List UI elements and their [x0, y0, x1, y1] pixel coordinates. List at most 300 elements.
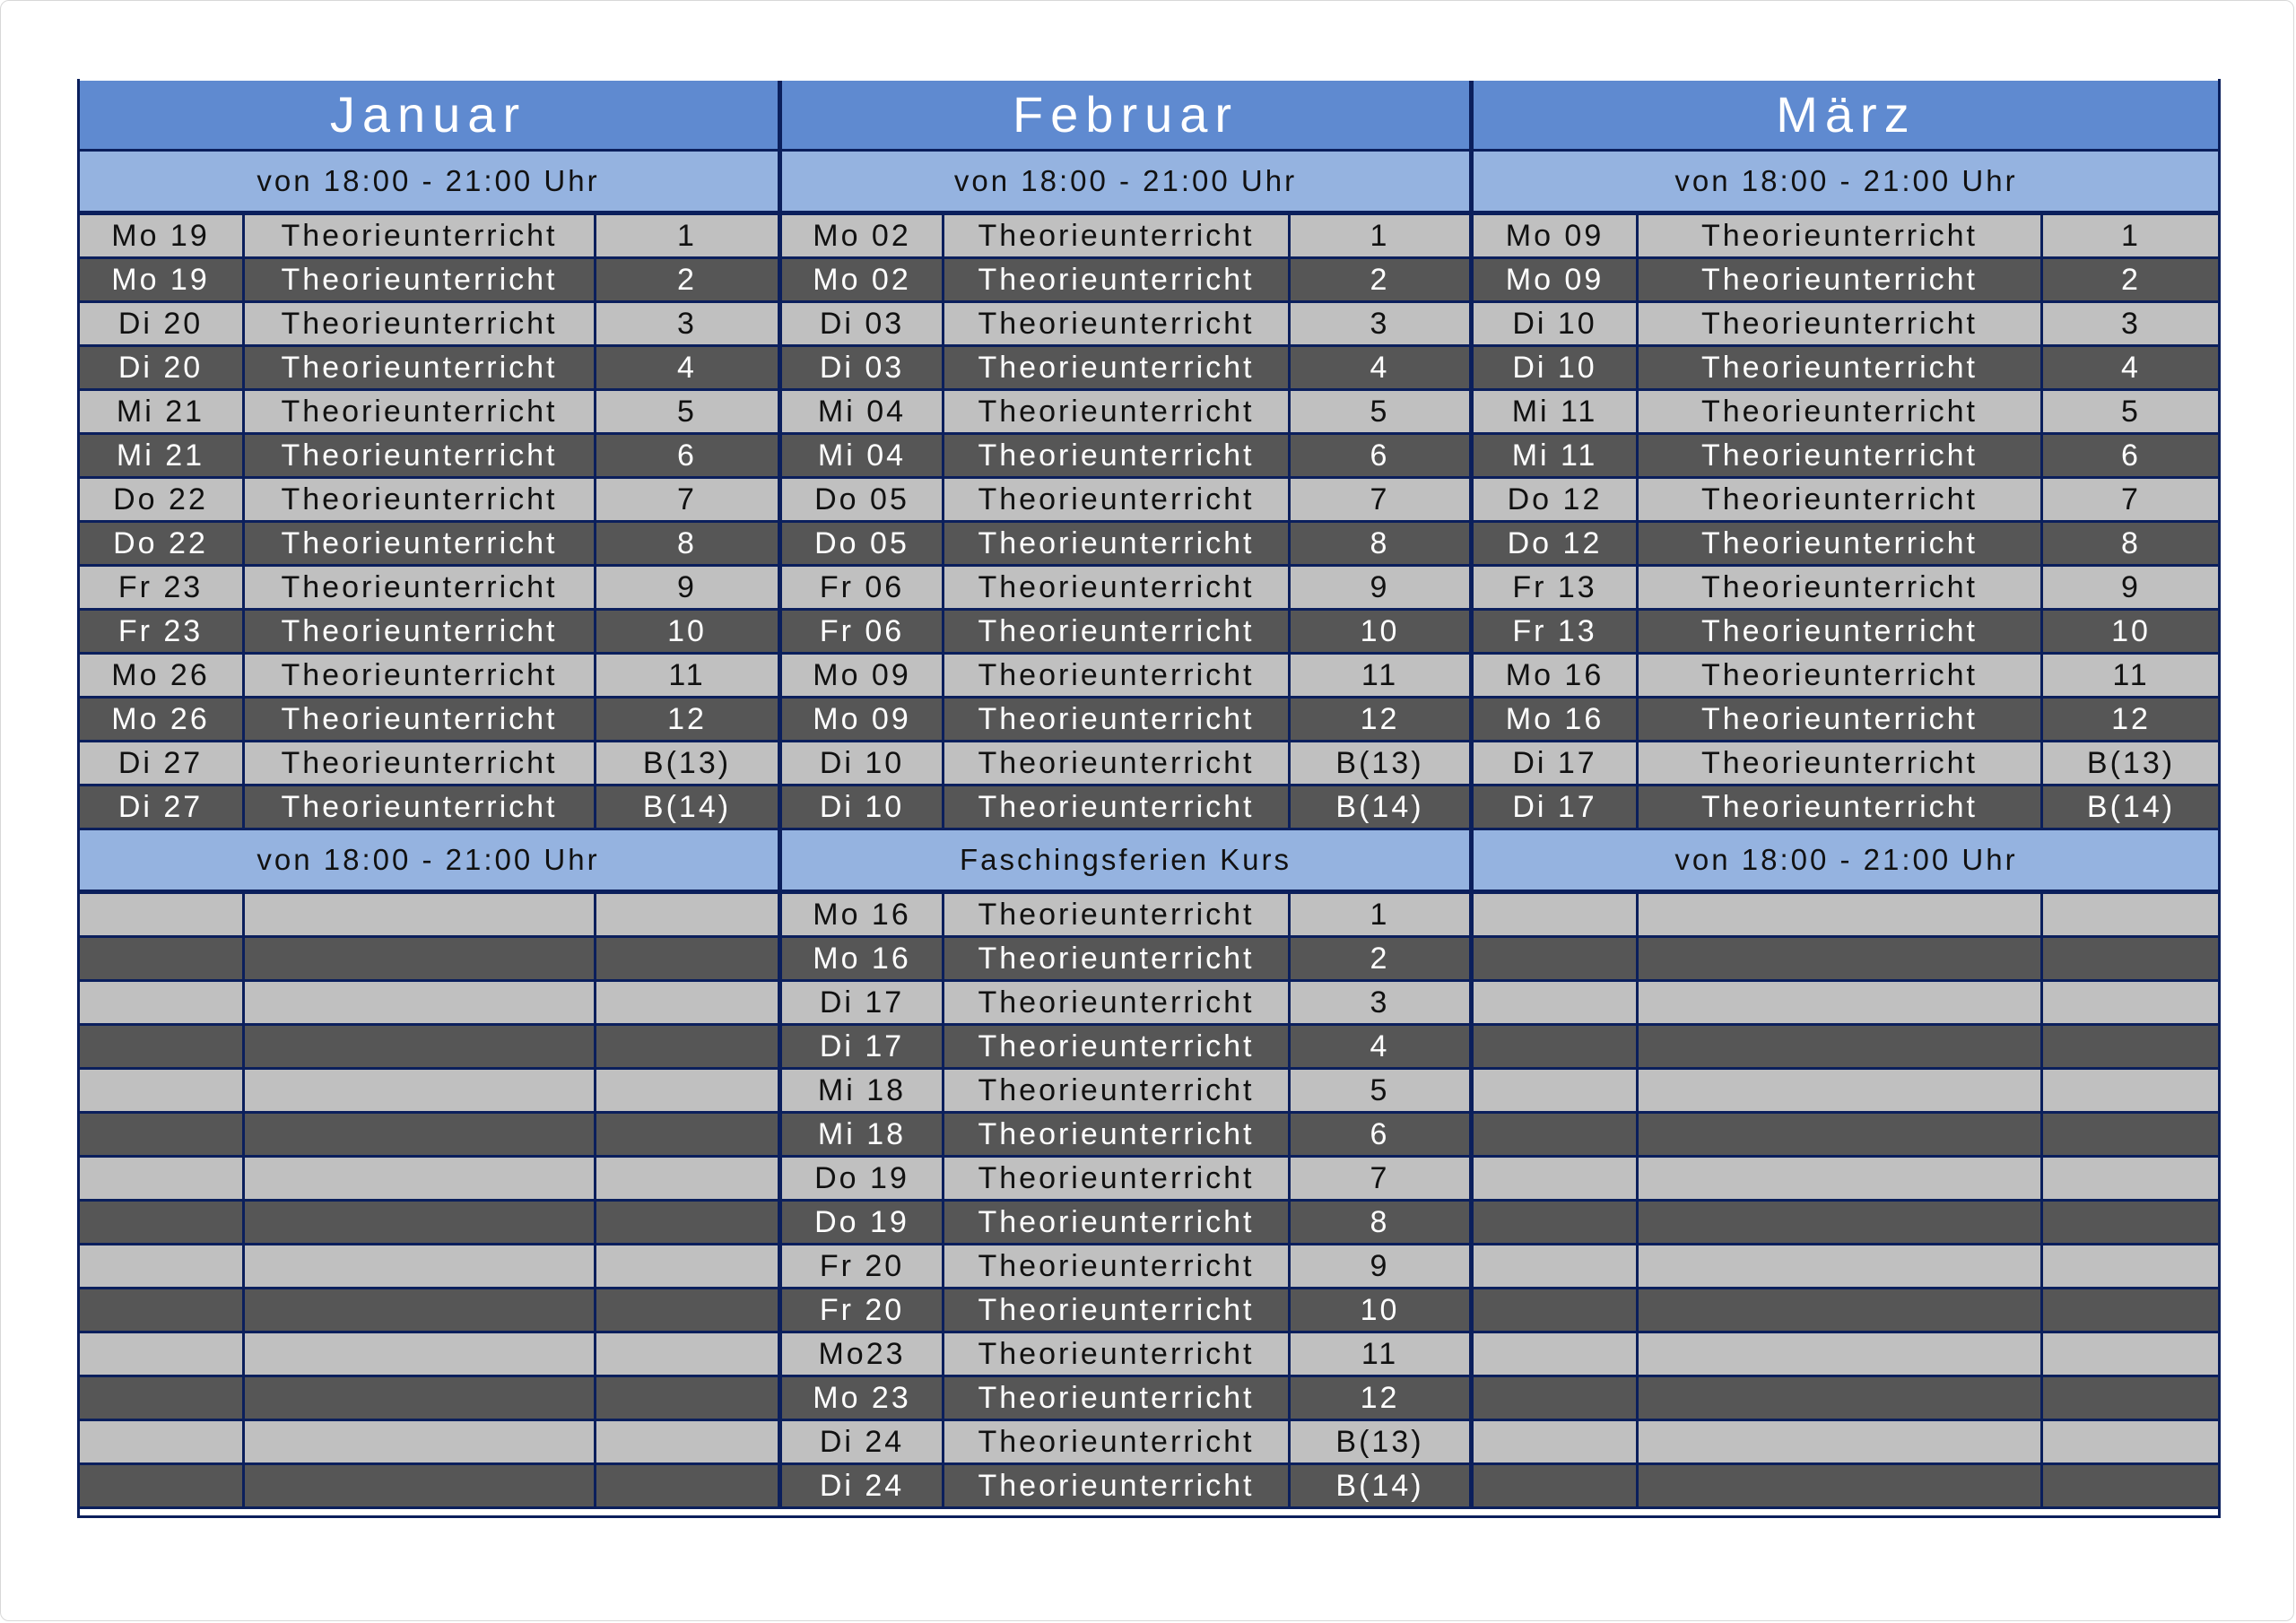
table-row: [782, 1158, 1469, 1202]
subject-cell: [1639, 1333, 2043, 1375]
day-cell: Di 24: [782, 1421, 944, 1462]
lesson-number-cell: 4: [2121, 350, 2141, 385]
lesson-number-cell: [2043, 1377, 2219, 1419]
table-row: [1474, 1465, 2219, 1509]
day-cell: Di 17: [1474, 742, 1639, 784]
table-row: [1474, 655, 2219, 699]
table-row: [1474, 786, 2219, 830]
subject-cell: Theorieunterricht: [245, 567, 596, 608]
subject-cell: Theorieunterricht: [1639, 523, 2043, 564]
lesson-number-cell: [2043, 894, 2219, 935]
table-row: [79, 1465, 778, 1509]
table-row: [79, 1421, 778, 1465]
day-cell: Fr 23: [79, 567, 245, 608]
lesson-number-cell: 9: [2121, 569, 2141, 604]
day-cell: Di 17: [782, 1026, 944, 1067]
table-row: [79, 1245, 778, 1289]
subject-cell: Theorieunterricht: [1639, 391, 2043, 432]
table-row: [1474, 1245, 2219, 1289]
day-cell: Di 17: [782, 982, 944, 1023]
table-row: [79, 1158, 778, 1202]
table-row: [79, 435, 778, 479]
lesson-number-cell: 6: [677, 438, 697, 473]
subject-cell: [1639, 1377, 2043, 1419]
table-row: [1474, 347, 2219, 391]
schedule-table: [79, 81, 2219, 1509]
subject-cell: [245, 1158, 596, 1199]
day-cell: [1474, 1202, 1639, 1243]
lesson-number-cell: 10: [1360, 613, 1400, 648]
lesson-number-cell: 2: [1370, 941, 1390, 976]
rows-top: [1474, 215, 2219, 830]
subject-cell: Theorieunterricht: [944, 1026, 1291, 1067]
subject-cell: Theorieunterricht: [245, 347, 596, 388]
day-cell: Mo23: [782, 1333, 944, 1375]
subject-cell: [1639, 1465, 2043, 1506]
table-row: [1474, 259, 2219, 303]
day-cell: [1474, 1158, 1639, 1199]
table-row: [79, 567, 778, 611]
lesson-number-cell: 1: [2121, 218, 2141, 253]
day-cell: [79, 1202, 245, 1243]
day-cell: Mo 19: [79, 215, 245, 256]
day-cell: [1474, 1377, 1639, 1419]
table-row: [1474, 1289, 2219, 1333]
table-row: [782, 894, 1469, 938]
table-row: [782, 1377, 1469, 1421]
table-row: [782, 699, 1469, 742]
subject-cell: Theorieunterricht: [944, 1202, 1291, 1243]
table-row: [79, 1377, 778, 1421]
day-cell: Mo 19: [79, 259, 245, 300]
subject-cell: Theorieunterricht: [245, 259, 596, 300]
lesson-number-cell: 12: [2111, 701, 2151, 736]
day-cell: Mi 21: [79, 435, 245, 476]
month-column-maerz: [1469, 81, 2219, 1509]
subject-cell: [245, 1421, 596, 1462]
subject-cell: Theorieunterricht: [944, 655, 1291, 696]
lesson-number-cell: 4: [677, 350, 697, 385]
day-cell: Mi 18: [782, 1070, 944, 1111]
table-row: [79, 1289, 778, 1333]
subject-cell: Theorieunterricht: [1639, 742, 2043, 784]
day-cell: Mi 18: [782, 1114, 944, 1155]
lesson-number-cell: 7: [1370, 1160, 1390, 1195]
table-row: [782, 1333, 1469, 1377]
subject-cell: [1639, 938, 2043, 979]
day-cell: Mo 09: [782, 655, 944, 696]
day-cell: Di 03: [782, 347, 944, 388]
subject-cell: Theorieunterricht: [944, 1421, 1291, 1462]
day-cell: [79, 982, 245, 1023]
lesson-number-cell: [596, 1333, 778, 1375]
lesson-number-cell: 5: [1370, 394, 1390, 429]
lesson-number-cell: 8: [1370, 1204, 1390, 1239]
lesson-number-cell: [596, 1202, 778, 1243]
day-cell: [79, 1158, 245, 1199]
day-cell: Fr 13: [1474, 567, 1639, 608]
subject-cell: Theorieunterricht: [245, 523, 596, 564]
subject-cell: [245, 1465, 596, 1506]
lesson-number-cell: 5: [2121, 394, 2141, 429]
lesson-number-cell: [2043, 1114, 2219, 1155]
section-header-bottom: Faschingsferien Kurs: [782, 830, 1469, 894]
table-row: [782, 303, 1469, 347]
rows-top: [782, 215, 1469, 830]
subject-cell: Theorieunterricht: [944, 1245, 1291, 1287]
day-cell: Di 24: [782, 1465, 944, 1506]
table-row: [782, 611, 1469, 655]
subject-cell: Theorieunterricht: [245, 303, 596, 344]
day-cell: [1474, 982, 1639, 1023]
table-row: [782, 938, 1469, 982]
lesson-number-cell: 2: [677, 262, 697, 297]
day-cell: Di 27: [79, 786, 245, 828]
day-cell: Mi 11: [1474, 391, 1639, 432]
section-header-top: von 18:00 - 21:00 Uhr: [79, 152, 778, 215]
lesson-number-cell: [596, 1245, 778, 1287]
day-cell: Do 05: [782, 523, 944, 564]
day-cell: Mo 16: [1474, 699, 1639, 740]
table-row: [782, 479, 1469, 523]
day-cell: [79, 1026, 245, 1067]
subject-cell: [1639, 1070, 2043, 1111]
table-row: [782, 786, 1469, 830]
lesson-number-cell: 7: [2121, 482, 2141, 516]
lesson-number-cell: 11: [1361, 657, 1399, 692]
subject-cell: [1639, 1421, 2043, 1462]
subject-cell: Theorieunterricht: [1639, 215, 2043, 256]
subject-cell: Theorieunterricht: [245, 215, 596, 256]
lesson-number-cell: 11: [1361, 1336, 1399, 1371]
table-row: [782, 1289, 1469, 1333]
month-title: Januar: [79, 81, 778, 152]
lesson-number-cell: B(13): [1335, 745, 1424, 780]
table-row: [79, 523, 778, 567]
table-row: [79, 699, 778, 742]
day-cell: [79, 1377, 245, 1419]
lesson-number-cell: [2043, 938, 2219, 979]
subject-cell: Theorieunterricht: [944, 435, 1291, 476]
lesson-number-cell: [596, 1377, 778, 1419]
table-row: [782, 347, 1469, 391]
day-cell: [79, 1289, 245, 1331]
subject-cell: [1639, 1245, 2043, 1287]
day-cell: [79, 938, 245, 979]
month-title: Februar: [782, 81, 1469, 152]
table-row: [1474, 523, 2219, 567]
day-cell: Mo 02: [782, 215, 944, 256]
lesson-number-cell: 12: [1360, 701, 1400, 736]
lesson-number-cell: 11: [668, 657, 706, 692]
subject-cell: Theorieunterricht: [944, 391, 1291, 432]
lesson-number-cell: B(14): [1335, 789, 1424, 824]
table-row: [782, 391, 1469, 435]
table-row: [1474, 1114, 2219, 1158]
table-row: [1474, 611, 2219, 655]
day-cell: [79, 1421, 245, 1462]
subject-cell: Theorieunterricht: [1639, 435, 2043, 476]
lesson-number-cell: B(14): [2086, 789, 2176, 824]
table-row: [79, 391, 778, 435]
subject-cell: Theorieunterricht: [944, 1377, 1291, 1419]
subject-cell: [245, 1026, 596, 1067]
lesson-number-cell: [596, 982, 778, 1023]
day-cell: Di 20: [79, 303, 245, 344]
subject-cell: Theorieunterricht: [1639, 567, 2043, 608]
subject-cell: Theorieunterricht: [245, 611, 596, 652]
lesson-number-cell: [596, 1465, 778, 1506]
subject-cell: Theorieunterricht: [1639, 655, 2043, 696]
subject-cell: [245, 1202, 596, 1243]
lesson-number-cell: 10: [1360, 1292, 1400, 1327]
day-cell: [1474, 1114, 1639, 1155]
day-cell: [79, 1333, 245, 1375]
subject-cell: Theorieunterricht: [1639, 611, 2043, 652]
day-cell: [79, 1465, 245, 1506]
lesson-number-cell: 3: [2121, 306, 2141, 341]
subject-cell: Theorieunterricht: [944, 938, 1291, 979]
day-cell: Mi 21: [79, 391, 245, 432]
lesson-number-cell: 4: [1370, 350, 1390, 385]
day-cell: Mo 23: [782, 1377, 944, 1419]
day-cell: Do 12: [1474, 523, 1639, 564]
lesson-number-cell: 3: [1370, 985, 1390, 1020]
day-cell: Fr 06: [782, 611, 944, 652]
month-column-januar: [79, 81, 778, 1509]
subject-cell: [245, 894, 596, 935]
day-cell: Mo 16: [782, 938, 944, 979]
lesson-number-cell: [596, 1289, 778, 1331]
table-row: [1474, 1421, 2219, 1465]
subject-cell: [245, 1245, 596, 1287]
day-cell: Di 10: [1474, 347, 1639, 388]
table-row: [1474, 742, 2219, 786]
lesson-number-cell: 1: [1370, 218, 1390, 253]
table-row: [79, 1333, 778, 1377]
day-cell: Do 19: [782, 1158, 944, 1199]
day-cell: Mo 09: [1474, 259, 1639, 300]
subject-cell: Theorieunterricht: [944, 259, 1291, 300]
table-row: [79, 347, 778, 391]
lesson-number-cell: 10: [667, 613, 707, 648]
subject-cell: [245, 1114, 596, 1155]
lesson-number-cell: 9: [677, 569, 697, 604]
lesson-number-cell: [2043, 1421, 2219, 1462]
table-row: [1474, 567, 2219, 611]
lesson-number-cell: [596, 1421, 778, 1462]
subject-cell: Theorieunterricht: [1639, 259, 2043, 300]
lesson-number-cell: [2043, 1465, 2219, 1506]
subject-cell: [1639, 1289, 2043, 1331]
table-row: [79, 894, 778, 938]
day-cell: Do 19: [782, 1202, 944, 1243]
table-row: [782, 1465, 1469, 1509]
day-cell: [1474, 1026, 1639, 1067]
subject-cell: Theorieunterricht: [944, 786, 1291, 828]
lesson-number-cell: 7: [677, 482, 697, 516]
table-row: [79, 1026, 778, 1070]
day-cell: Di 20: [79, 347, 245, 388]
lesson-number-cell: 9: [1370, 1248, 1390, 1283]
subject-cell: [245, 1333, 596, 1375]
lesson-number-cell: 8: [677, 525, 697, 560]
lesson-number-cell: 6: [2121, 438, 2141, 473]
lesson-number-cell: [2043, 1245, 2219, 1287]
day-cell: [1474, 1070, 1639, 1111]
subject-cell: Theorieunterricht: [1639, 786, 2043, 828]
day-cell: [1474, 938, 1639, 979]
day-cell: Fr 13: [1474, 611, 1639, 652]
subject-cell: [245, 982, 596, 1023]
day-cell: [79, 1114, 245, 1155]
lesson-number-cell: 4: [1370, 1028, 1390, 1063]
table-row: [79, 742, 778, 786]
table-row: [782, 1026, 1469, 1070]
day-cell: Fr 06: [782, 567, 944, 608]
subject-cell: Theorieunterricht: [245, 699, 596, 740]
table-row: [782, 435, 1469, 479]
table-row: [1474, 435, 2219, 479]
subject-cell: Theorieunterricht: [944, 347, 1291, 388]
day-cell: Do 05: [782, 479, 944, 520]
subject-cell: Theorieunterricht: [944, 1289, 1291, 1331]
table-row: [1474, 215, 2219, 259]
lesson-number-cell: [2043, 1289, 2219, 1331]
subject-cell: Theorieunterricht: [245, 786, 596, 828]
lesson-number-cell: 11: [2112, 657, 2150, 692]
subject-cell: Theorieunterricht: [944, 1158, 1291, 1199]
table-row: [79, 611, 778, 655]
day-cell: Mi 04: [782, 435, 944, 476]
day-cell: Mo 09: [782, 699, 944, 740]
lesson-number-cell: 10: [2111, 613, 2151, 648]
subject-cell: Theorieunterricht: [1639, 479, 2043, 520]
subject-cell: Theorieunterricht: [245, 742, 596, 784]
day-cell: Di 10: [782, 742, 944, 784]
day-cell: Mo 16: [782, 894, 944, 935]
table-row: [1474, 1026, 2219, 1070]
lesson-number-cell: 3: [1370, 306, 1390, 341]
table-row: [79, 1070, 778, 1114]
rows-bottom: [1474, 894, 2219, 1509]
day-cell: Mo 16: [1474, 655, 1639, 696]
lesson-number-cell: 7: [1370, 482, 1390, 516]
lesson-number-cell: 12: [1360, 1380, 1400, 1415]
subject-cell: Theorieunterricht: [944, 1114, 1291, 1155]
day-cell: [1474, 1421, 1639, 1462]
subject-cell: [1639, 1158, 2043, 1199]
lesson-number-cell: 9: [1370, 569, 1390, 604]
table-row: [782, 523, 1469, 567]
section-header-top: von 18:00 - 21:00 Uhr: [782, 152, 1469, 215]
subject-cell: [1639, 894, 2043, 935]
table-row: [79, 215, 778, 259]
subject-cell: Theorieunterricht: [944, 699, 1291, 740]
day-cell: Di 03: [782, 303, 944, 344]
table-row: [782, 259, 1469, 303]
table-row: [1474, 479, 2219, 523]
lesson-number-cell: [2043, 1070, 2219, 1111]
day-cell: Mo 02: [782, 259, 944, 300]
day-cell: [79, 1245, 245, 1287]
table-row: [79, 786, 778, 830]
table-row: [1474, 391, 2219, 435]
subject-cell: Theorieunterricht: [944, 215, 1291, 256]
day-cell: Do 22: [79, 523, 245, 564]
section-header-bottom: von 18:00 - 21:00 Uhr: [1474, 830, 2219, 894]
subject-cell: Theorieunterricht: [245, 479, 596, 520]
subject-cell: Theorieunterricht: [1639, 699, 2043, 740]
subject-cell: [245, 1289, 596, 1331]
table-row: [782, 742, 1469, 786]
table-row: [782, 1114, 1469, 1158]
lesson-number-cell: B(13): [1335, 1424, 1424, 1459]
subject-cell: Theorieunterricht: [944, 982, 1291, 1023]
day-cell: [1474, 1245, 1639, 1287]
subject-cell: Theorieunterricht: [944, 742, 1291, 784]
table-row: [1474, 894, 2219, 938]
month-column-februar: [778, 81, 1469, 1509]
subject-cell: Theorieunterricht: [944, 1070, 1291, 1111]
lesson-number-cell: [2043, 1158, 2219, 1199]
day-cell: Di 10: [1474, 303, 1639, 344]
lesson-number-cell: [2043, 1333, 2219, 1375]
table-row: [782, 655, 1469, 699]
table-row: [782, 1070, 1469, 1114]
day-cell: Fr 20: [782, 1245, 944, 1287]
table-row: [1474, 1377, 2219, 1421]
lesson-number-cell: 5: [677, 394, 697, 429]
lesson-number-cell: 2: [1370, 262, 1390, 297]
subject-cell: Theorieunterricht: [944, 1465, 1291, 1506]
month-title: März: [1474, 81, 2219, 152]
table-row: [79, 1202, 778, 1245]
lesson-number-cell: [596, 1070, 778, 1111]
table-row: [1474, 1158, 2219, 1202]
table-row: [1474, 1333, 2219, 1377]
table-row: [1474, 303, 2219, 347]
lesson-number-cell: 6: [1370, 1116, 1390, 1151]
table-row: [782, 1245, 1469, 1289]
subject-cell: Theorieunterricht: [245, 391, 596, 432]
day-cell: Mo 09: [1474, 215, 1639, 256]
lesson-number-cell: 1: [1370, 897, 1390, 932]
subject-cell: [245, 1377, 596, 1419]
table-row: [1474, 982, 2219, 1026]
subject-cell: Theorieunterricht: [944, 479, 1291, 520]
table-row: [1474, 1202, 2219, 1245]
subject-cell: [1639, 1114, 2043, 1155]
subject-cell: Theorieunterricht: [1639, 303, 2043, 344]
subject-cell: Theorieunterricht: [944, 894, 1291, 935]
day-cell: [1474, 1465, 1639, 1506]
subject-cell: Theorieunterricht: [944, 567, 1291, 608]
rows-top: [79, 215, 778, 830]
rows-bottom: [782, 894, 1469, 1509]
lesson-number-cell: [2043, 982, 2219, 1023]
lesson-number-cell: B(13): [2086, 745, 2176, 780]
table-row: [79, 938, 778, 982]
subject-cell: Theorieunterricht: [944, 611, 1291, 652]
section-header-top: von 18:00 - 21:00 Uhr: [1474, 152, 2219, 215]
day-cell: Mo 26: [79, 655, 245, 696]
subject-cell: Theorieunterricht: [245, 655, 596, 696]
day-cell: [1474, 1289, 1639, 1331]
table-row: [79, 479, 778, 523]
subject-cell: [245, 1070, 596, 1111]
table-row: [79, 303, 778, 347]
